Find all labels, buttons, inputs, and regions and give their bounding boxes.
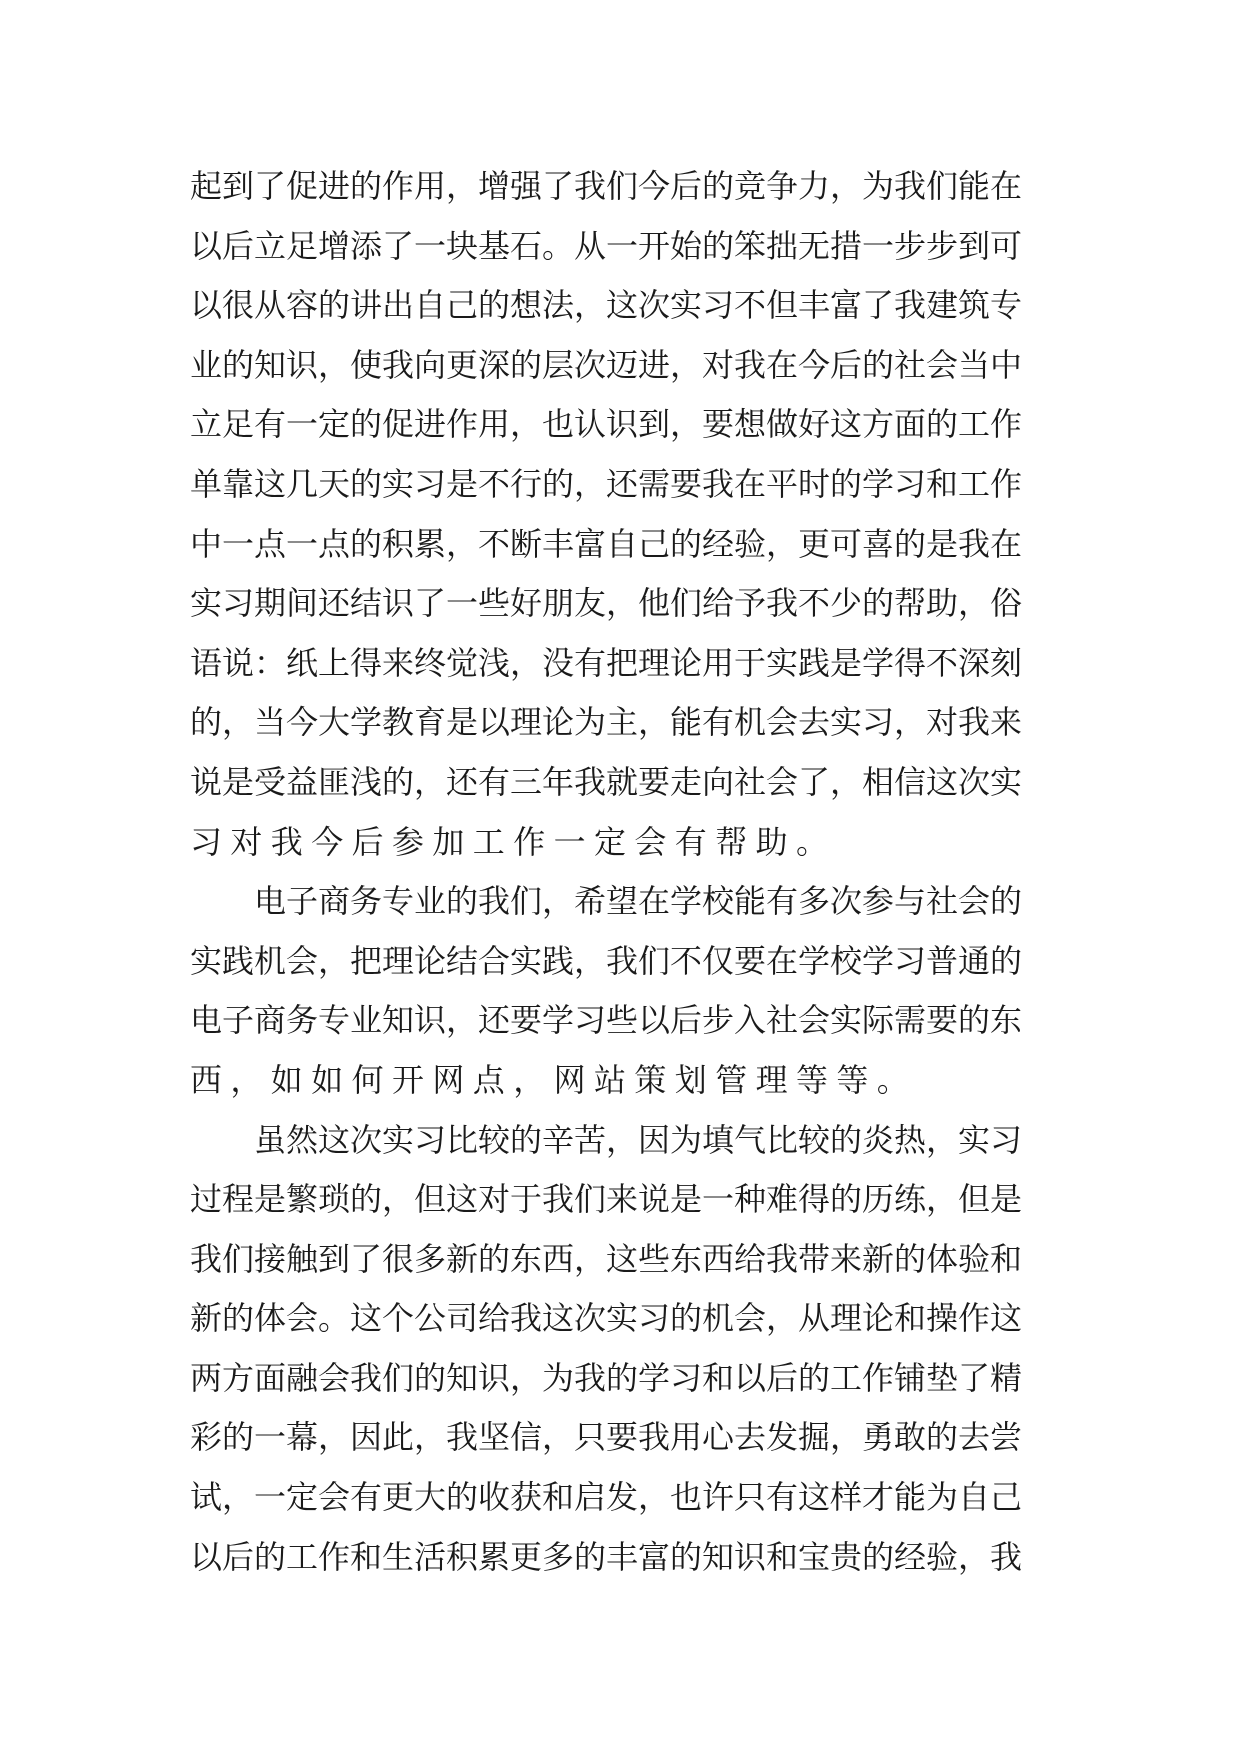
text-line: 实习期间还结识了一些好朋友，他们给予我不少的帮助，俗 <box>190 584 1023 623</box>
text-line: 单靠这几天的实习是不行的，还需要我在平时的学习和工作 <box>190 464 1023 503</box>
text-line: 两方面融会我们的知识，为我的学习和以后的工作铺垫了精 <box>190 1358 1023 1397</box>
text-line: 西，如如何开网点，网站策划管理等等。 <box>190 1060 918 1099</box>
text-line: 新的体会。这个公司给我这次实习的机会，从理论和操作这 <box>190 1299 1023 1338</box>
text-line: 以后的工作和生活积累更多的丰富的知识和宝贵的经验，我 <box>190 1537 1023 1576</box>
text-line: 业的知识，使我向更深的层次迈进，对我在今后的社会当中 <box>190 345 1023 384</box>
text-line: 我们接触到了很多新的东西，这些东西给我带来新的体验和 <box>190 1239 1023 1278</box>
text-line: 试，一定会有更大的收获和启发，也许只有这样才能为自己 <box>190 1478 1023 1517</box>
text-line: 立足有一定的促进作用，也认识到，要想做好这方面的工作 <box>190 405 1023 444</box>
text-line: 实践机会，把理论结合实践，我们不仅要在学校学习普通的 <box>190 941 1023 980</box>
text-line: 中一点一点的积累，不断丰富自己的经验，更可喜的是我在 <box>190 524 1023 563</box>
paragraph-first-line: 电子商务专业的我们，希望在学校能有多次参与社会的 <box>254 882 1023 921</box>
text-line: 习对我今后参加工作一定会有帮助。 <box>190 822 837 861</box>
text-line: 语说：纸上得来终觉浅，没有把理论用于实践是学得不深刻 <box>190 643 1023 682</box>
text-line: 起到了促进的作用，增强了我们今后的竞争力，为我们能在 <box>190 167 1023 205</box>
text-line: 的，当今大学教育是以理论为主，能有机会去实习，对我来 <box>190 703 1023 742</box>
body-text <box>190 157 1050 1587</box>
text-line: 电子商务专业知识，还要学习些以后步入社会实际需要的东 <box>190 1001 1023 1040</box>
text-line: 过程是繁琐的，但这对于我们来说是一种难得的历练，但是 <box>190 1180 1023 1219</box>
text-line: 以很从容的讲出自己的想法，这次实习不但丰富了我建筑专 <box>190 286 1023 325</box>
text-line: 彩的一幕，因此，我坚信，只要我用心去发掘，勇敢的去尝 <box>190 1418 1023 1457</box>
paragraph-first-line: 虽然这次实习比较的辛苦，因为填气比较的炎热，实习 <box>254 1120 1023 1159</box>
text-line: 说是受益匪浅的，还有三年我就要走向社会了，相信这次实 <box>190 762 1023 801</box>
text-line: 以后立足增添了一块基石。从一开始的笨拙无措一步步到可 <box>190 226 1023 265</box>
